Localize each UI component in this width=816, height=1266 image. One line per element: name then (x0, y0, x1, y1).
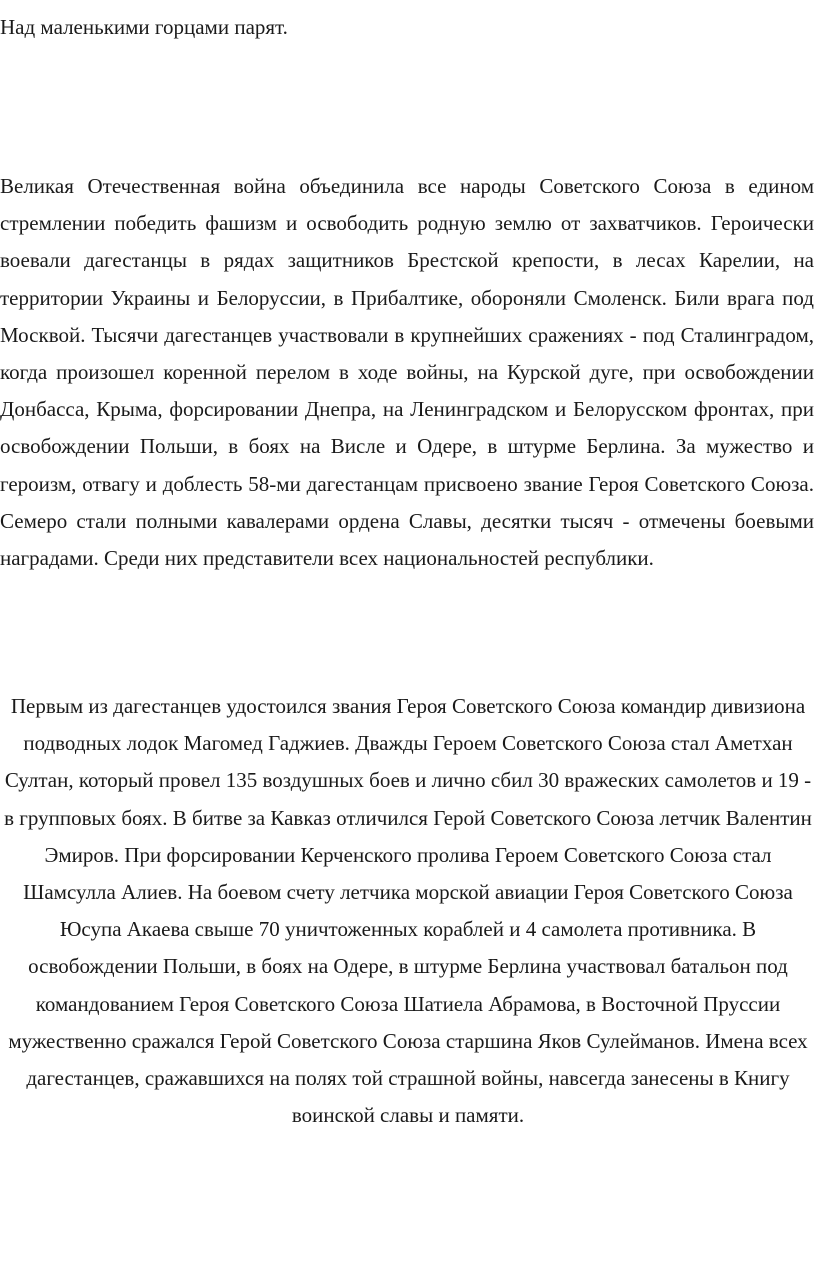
paragraph-heroes: Первым из дагестанцев удостоился звания Героя Советского Союза командир дивизиона подводных лодок Магомед Гаджиев. Дважды Героем Советского Союза стал Аметхан Султан, который провел 135 воздушных боев и лично сбил 30 вражеских самолетов и 19 - в групповых боях. В битве за Кавказ отличился Герой Советского Союза летчик Валентин Эмиров. При форсировании Керченского пролива Героем Советского Союза стал Шамсулла Алиев. На боевом счету летчика морской авиации Героя Советского Союза Юсупа Акаева свыше 70 уничтоженных кораблей и 4 самолета противника. В освобождении Польши, в боях на Одере, в штурме Берлина участвовал батальон под командованием Героя Советского Союза Шатиела Абрамова, в Восточной Пруссии мужественно сражался Герой Советского Союза старшина Яков Сулейманов. Имена всех дагестанцев, сражавшихся на полях той страшной войны, навсегда занесены в Книгу воинской славы и памяти. (4, 694, 812, 1128)
paragraph-war-overview: Великая Отечественная война объединила все народы Советского Союза в едином стремлении победить фашизм и освободить родную землю от захватчиков. Героически воевали дагестанцы в рядах защитников Брестской крепости, в лесах Карелии, на территории Украины и Белоруссии, в Прибалтике, обороняли Смоленск. Били врага под Москвой. Тысячи дагестанцев участвовали в крупнейших сражениях - под Сталинградом, когда произошел коренной перелом в ходе войны, на Курской дуге, при освобождении Донбасса, Крыма, форсировании Днепра, на Ленинградском и Белорусском фронтах, при освобождении Польши, в боях на Висле и Одере, в штурме Берлина. За мужество и героизм, отвагу и доблесть 58-ми дагестанцам присвоено звание Героя Советского Союза. Семеро стали полными кавалерами ордена Славы, десятки тысяч - отмечены боевыми наградами. Среди них представители всех национальностей республики. (0, 174, 814, 571)
intro-line: Над маленькими горцами парят. (0, 15, 288, 39)
